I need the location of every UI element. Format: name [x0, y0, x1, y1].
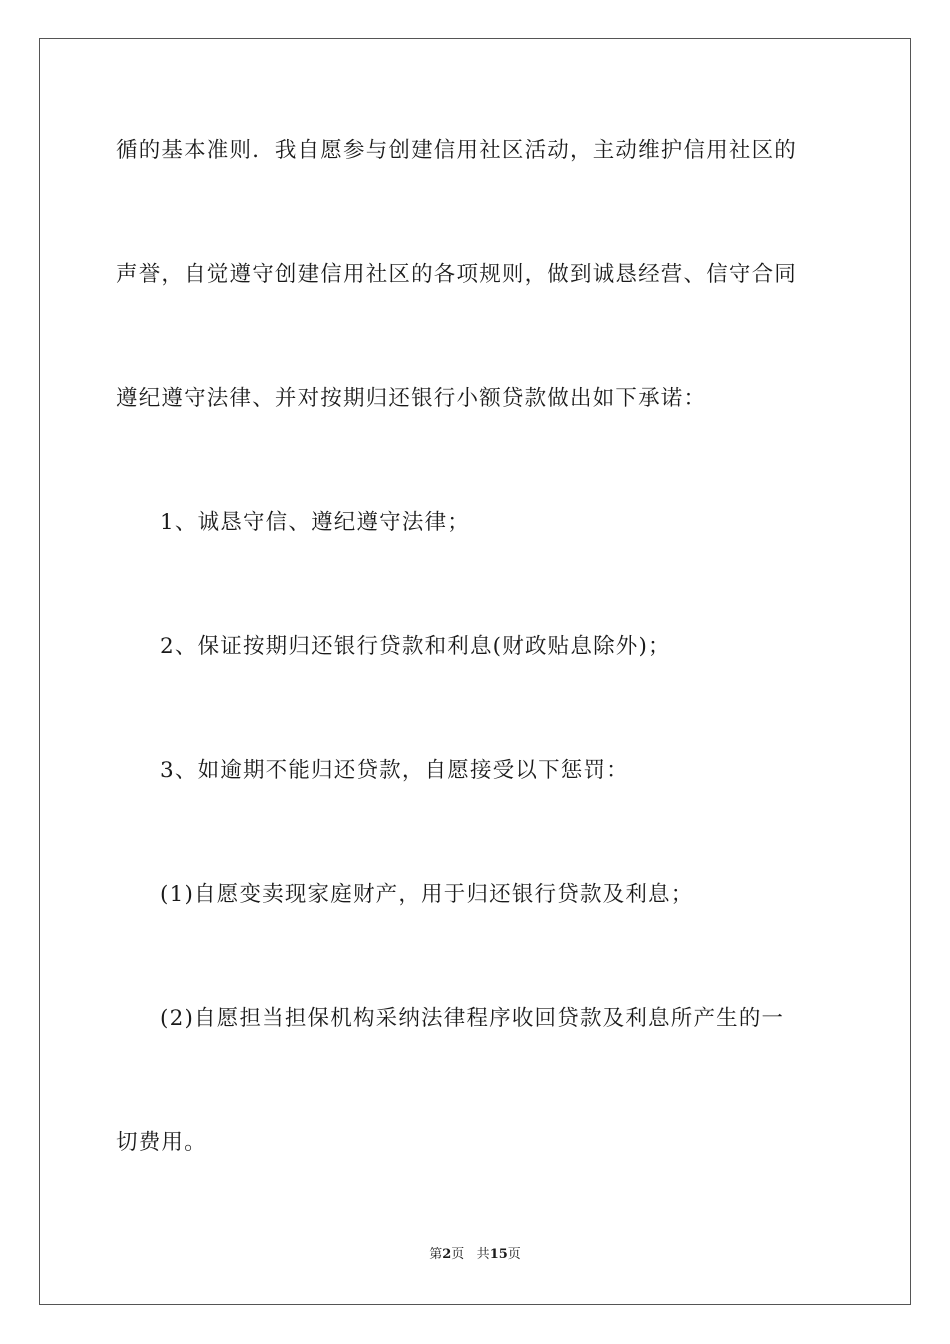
text-line: 声誉，自觉遵守创建信用社区的各项规则，做到诚恳经营、信守合同 — [116, 262, 798, 287]
page-prefix: 第 — [429, 1247, 443, 1262]
page-number: 2 — [442, 1247, 452, 1262]
page-footer — [0, 1246, 950, 1264]
page-suffix: 页 — [451, 1247, 465, 1262]
text-line: 切费用。 — [116, 1130, 207, 1155]
list-item: (1)自愿变卖现家庭财产，用于归还银行贷款及利息； — [160, 882, 694, 907]
list-item: 3、如逾期不能归还贷款，自愿接受以下惩罚： — [160, 758, 629, 783]
list-item: 2、保证按期归还银行贷款和利息(财政贴息除外)； — [160, 634, 671, 659]
total-prefix: 共 — [476, 1247, 490, 1262]
list-item: 1、诚恳守信、遵纪遵守法律； — [160, 510, 470, 535]
total-suffix: 页 — [507, 1247, 521, 1262]
total-pages: 15 — [489, 1247, 508, 1262]
page-frame — [39, 38, 911, 1305]
text-line: 循的基本准则．我自愿参与创建信用社区活动，主动维护信用社区的 — [116, 138, 798, 163]
text-line: 遵纪遵守法律、并对按期归还银行小额贷款做出如下承诺： — [116, 386, 707, 411]
list-item: (2)自愿担当担保机构采纳法律程序收回贷款及利息所产生的一 — [160, 1006, 785, 1031]
